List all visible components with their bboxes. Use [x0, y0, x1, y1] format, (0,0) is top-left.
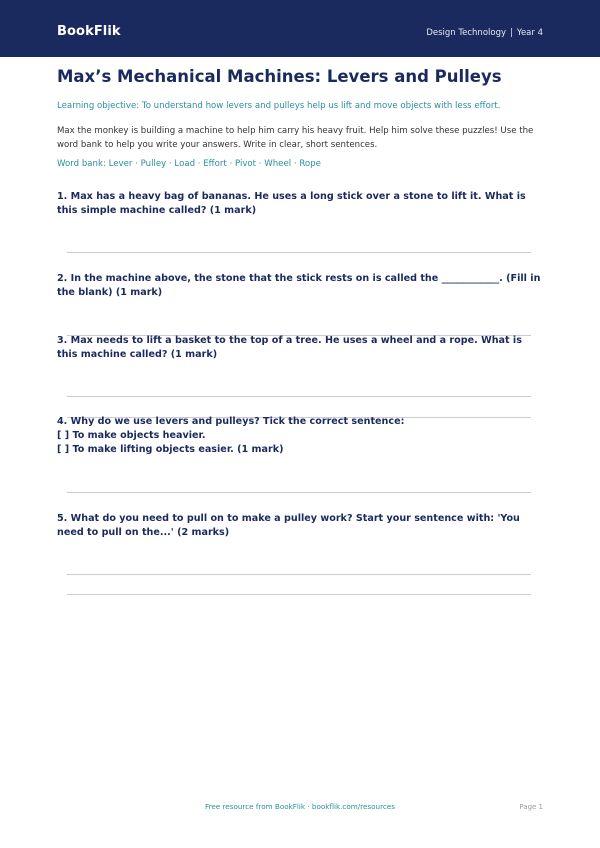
question-5: 5. What do you need to pull on to make a pulley work? Start your sentence with: 'You need to pull on the...' (2 marks) — [57, 513, 520, 538]
answer-line-1[interactable] — [67, 252, 531, 253]
answer-line-5a[interactable] — [67, 574, 531, 575]
footer-link[interactable]: Free resource from BookFlik · bookflik.com/resources — [204, 802, 396, 811]
answer-line-3[interactable] — [67, 396, 531, 397]
subject-label: Design Technology — [426, 28, 507, 38]
header-meta — [426, 28, 543, 38]
page-header — [0, 0, 600, 57]
meta-separator: | — [510, 28, 513, 38]
question-4 — [57, 415, 543, 457]
worksheet-title: Max’s Mechanical Machines: Levers and Pulleys — [57, 67, 502, 86]
question-3: 3. Max needs to lift a basket to the top of a tree. He uses a wheel and a rope. What is this machine called? (1 mark) — [57, 335, 522, 360]
intro-text: Max the monkey is building a machine to help him carry his heavy fruit. Help him solve these puzzles! Use the word bank to help you write your answers. Write in clear, short sentences. — [57, 126, 534, 150]
year-label: Year 4 — [516, 28, 543, 38]
answer-line-4b[interactable] — [67, 492, 531, 493]
question-4-option-a[interactable]: [ ] To make objects heavier. — [57, 430, 206, 441]
answer-line-5b[interactable] — [67, 594, 531, 595]
brand-logo[interactable]: BookFlik — [57, 24, 121, 39]
question-1: 1. Max has a heavy bag of bananas. He uses a long stick over a stone to lift it. What is this simple machine called? (1 mark) — [57, 191, 526, 216]
question-4-option-b[interactable]: [ ] To make lifting objects easier. (1 mark) — [57, 444, 284, 455]
learning-objective: Learning objective: To understand how levers and pulleys help us lift and move objects with less effort. — [57, 101, 501, 111]
question-2: 2. In the machine above, the stone that the stick rests on is called the ____________. (Fill in the blank) (1 mark) — [57, 273, 541, 298]
question-4-prompt: 4. Why do we use levers and pulleys? Tick the correct sentence: — [57, 416, 405, 427]
word-bank: Word bank: Lever · Pulley · Load · Effort · Pivot · Wheel · Rope — [57, 159, 321, 169]
page-number: Page 1 — [519, 803, 543, 811]
